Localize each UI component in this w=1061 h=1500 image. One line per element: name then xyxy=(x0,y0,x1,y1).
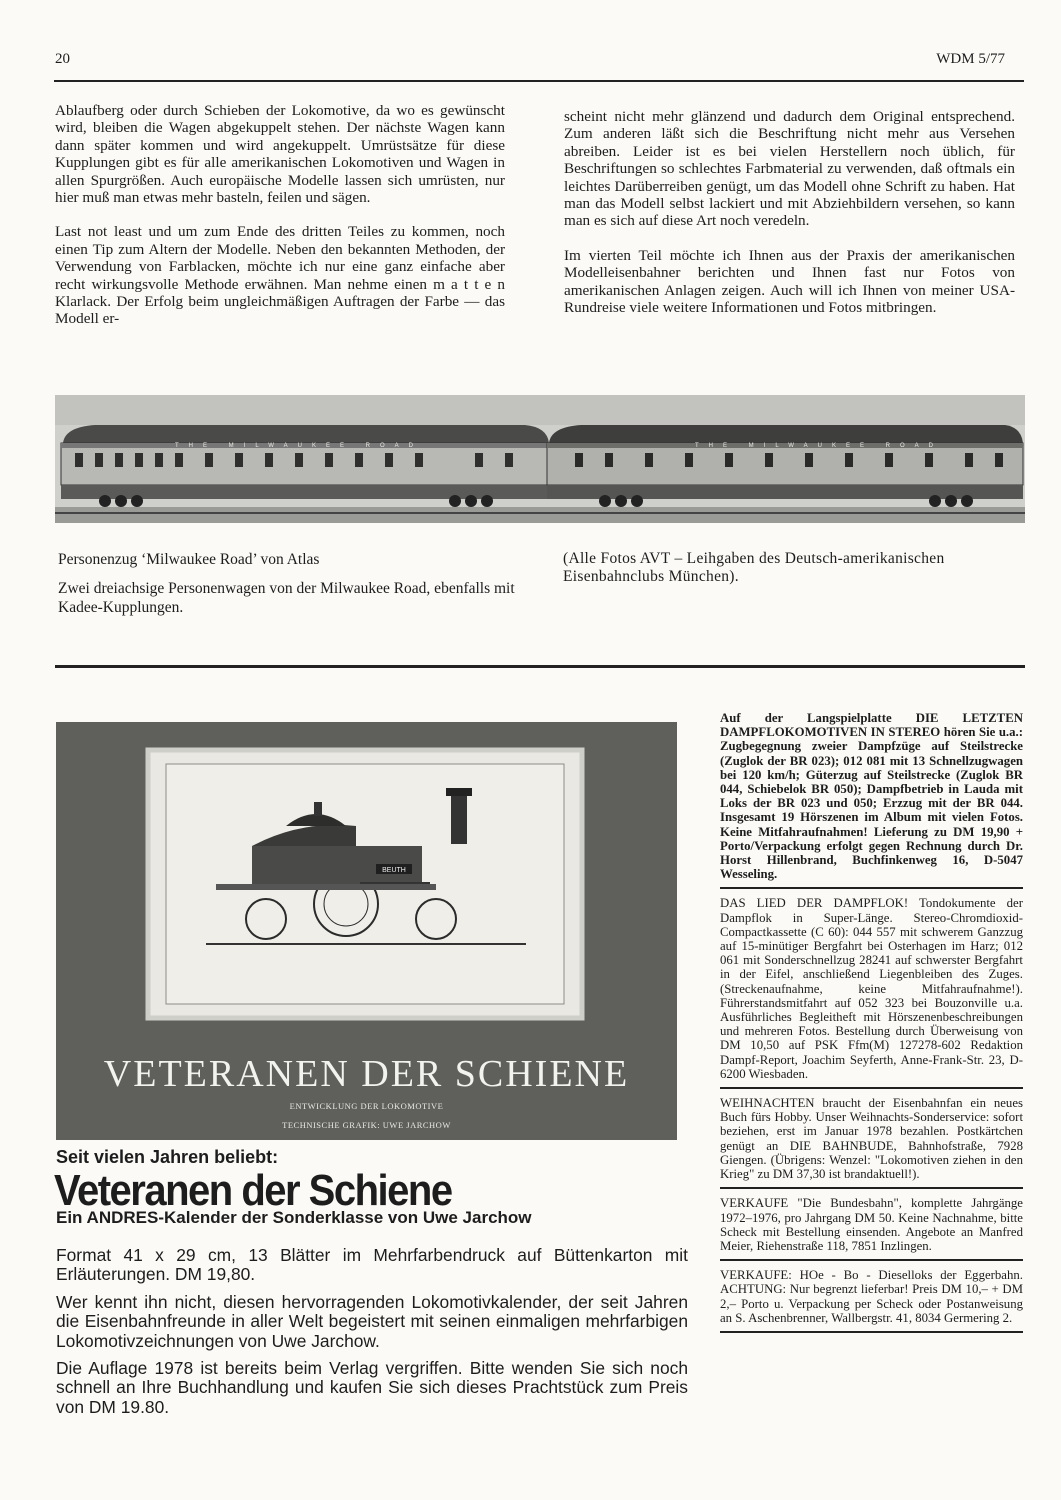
photo-credit: (Alle Fotos AVT – Leihgaben des Deutsch-amerikanischen Eisenbahnclubs München). xyxy=(563,550,945,585)
article-left-column xyxy=(55,102,505,345)
calendar-ad-paragraph: Wer kennt ihn nicht, diesen hervorragenden Lokomotivkalender, der seit Jahren die Eisenbahnfreunde in aller Welt begeistert mit seinen einmaligen mehrfarbigen Lokomotivzeichnungen von Uwe Jarchow. xyxy=(56,1291,688,1351)
classifieds-column xyxy=(720,711,1023,1340)
top-rule xyxy=(54,80,1024,82)
caption-title: Personenzug ‘Milwaukee Road’ von Atlas xyxy=(58,551,320,568)
photo-caption xyxy=(58,550,518,627)
car-lettering: THE MILWAUKEE ROAD xyxy=(175,443,424,449)
classified-ad xyxy=(720,1096,1023,1189)
calendar-ad-paragraph: Die Auflage 1978 ist bereits beim Verlag vergriffen. Bitte wenden Sie sich noch schnell an Ihre Buchhandlung und kaufen Sie sich dieses Prachtstück zum Preis von DM 19.80. xyxy=(56,1358,688,1417)
passenger-cars-illustration xyxy=(55,395,1025,523)
car-lettering: THE MILWAUKEE ROAD xyxy=(695,443,944,449)
article-paragraph: Last not least und um zum Ende des dritten Teiles zu kommen, noch einen Tip zum Altern der Modelle. Neben den bekannten Methoden, der Verwendung von Farblacken, möchte ich nur eine ganz einfache aber recht wirkungsvolle Methode erwähnen. Man nehme einen m a t t e n Klarlack. Der Erfolg beim ungleichmäßigen Auftragen der Farbe — das Modell er- xyxy=(55,223,505,328)
calendar-ad-paragraph: Format 41 x 29 cm, 13 Blätter im Mehrfarbendruck auf Büttenkarton mit Erläuterungen. DM 19,80. xyxy=(56,1245,688,1285)
classified-text: Auf der Langspielplatte DIE LETZTEN DAMPFLOKOMOTIVEN IN STEREO hören Sie u.a.: Zugbegegnung zweier Dampfzüge auf Steilstrecke (Zuglok der BR 023); 012 081 mit 13 Schnellzugwagen bei 120 km/h; Güterzug auf Steilstrecke (Zuglok BR 044, Schiebelok BR 050); Dampfbetrieb in Lauda mit Loks der BR 023 und 050; Erzzug mit der BR 044. Insgesamt 19 Hörszenen im Album mit vielen Fotos. Keine Mitfahraufnahmen! Lieferung zu DM 19,90 + Porto/Verpackung erfolgt gegen Rechnung durch Dr. Horst Hillenbrand, Buchfinkenweg 16, D-5047 Wesseling. xyxy=(720,711,1023,882)
classified-ad xyxy=(720,1196,1023,1261)
calendar-image-title: VETERANEN DER SCHIENE xyxy=(103,1053,630,1095)
classified-ad xyxy=(720,1268,1023,1333)
classified-ad xyxy=(720,711,1023,889)
calendar-ad-title: Veteranen der Schiene xyxy=(54,1167,452,1215)
section-rule xyxy=(55,665,1025,668)
article-paragraph: Im vierten Teil möchte ich Ihnen aus der Praxis der amerikanischen Modelleisenbahner berichten und Ihnen fast nur Fotos von amerikanischen Anlagen zeigen. Auch will ich Ihnen von meiner USA-Rundreise viele weitere Informationen und Fotos mitbringen. xyxy=(564,246,1015,317)
classified-text: WEIHNACHTEN braucht der Eisenbahnfan ein neues Buch fürs Hobby. Unser Weihnachts-Sonderservice: sofort beziehen, erst im Januar 1978 bezahlen. Postkärtchen genügt an DIE BAHNBUDE, Bahnhofstraße, 7928 Giengen. (Übrigens: Wenzel: "Lokomotiven ziehen in den Krieg" zu DM 37,30 ist brandaktuell!). xyxy=(720,1096,1023,1182)
article-right-column xyxy=(564,108,1015,333)
issue-label: WDM 5/77 xyxy=(936,51,1005,67)
calendar-image-subtitle: ENTWICKLUNG DER LOKOMOTIVE xyxy=(289,1101,444,1111)
classified-text: VERKAUFE "Die Bundesbahn", komplette Jahrgänge 1972–1976, pro Jahrgang DM 50. Keine Nachnahme, bitte Scheck mit Bestellung einsenden. Angebote an Manfred Meier, Riehenstraße 118, 7851 Inzlingen. xyxy=(720,1196,1023,1253)
article-paragraph: Ablaufberg oder durch Schieben der Lokomotive, da wo es gewünscht wird, bleiben die Wagen abgekuppelt stehen. Der nächste Wagen kann dann später kommen und wird angekuppelt. Umrüstsätze für diese Kupplungen gibt es für alle amerikanischen Lokomotiven und Wagen in allen Spurgrößen. Auch europäische Modelle lassen sich umrüsten, nur hier muß man etwas mehr basteln, feilen und sägen. xyxy=(55,102,505,207)
locomotive-nameplate: BEUTH xyxy=(382,867,406,874)
calendar-image-credit: TECHNISCHE GRAFIK: UWE JARCHOW xyxy=(282,1120,451,1130)
calendar-ad-pretitle: Seit vielen Jahren beliebt: xyxy=(56,1147,279,1167)
calendar-ad-body xyxy=(56,1246,688,1425)
classified-ad xyxy=(720,896,1023,1089)
classified-text: DAS LIED DER DAMPFLOK! Tondokumente der Dampflok in Super-Länge. Stereo-Chromdioxid-Compactkassette (C 60): 044 557 mit schwerem Ganzzug auf 15-minütiger Bergfahrt bei Osterhagen im Harz; 012 061 mit Sonderschnellzug 28241 auf schwerster Bergfahrt in der Eifel, anschließend Liegenbleiben des Zuges. (Streckenaufnahme, keine Mitfahraufnahme!). Führerstandsmitfahrt auf 052 323 bei Bouzonville u.a. Ausführliches Begleitheft mit Hörszenenbeschreibungen und mehreren Fotos. Bestellung durch Überweisung von DM 10,50 auf PSK Ffm(M) 127278-602 Redaktion Dampf-Report, Joachim Seyferth, Anne-Frank-Str. 23, D-6200 Wiesbaden. xyxy=(720,896,1023,1081)
page-number: 20 xyxy=(55,51,70,67)
caption-description: Zwei dreiachsige Personenwagen von der Milwaukee Road, ebenfalls mit Kadee-Kupplungen. xyxy=(58,580,515,616)
article-paragraph: scheint nicht mehr glänzend und dadurch dem Original entsprechend. Zum anderen läßt sich die Beschriftung nicht mehr aus Versehen abreiben. Leider ist es bei vielen Herstellern noch üblich, für Beschriftungen so schlechtes Farbmaterial zu verwenden, daß oftmals ein leichtes Darüberreiben genügt, um das Modell ohne Schrift zu haben. Hat man das Modell selbst lackiert und mit Abziehbildern versehen, so kann man es sich auf diese Art noch veredeln. xyxy=(564,108,1015,230)
train-photo xyxy=(55,395,1025,523)
calendar-ad-subtitle: Ein ANDRES-Kalender der Sonderklasse von Uwe Jarchow xyxy=(56,1208,532,1227)
classified-text: VERKAUFE: HOe - Bo - Dieselloks der Eggerbahn. ACHTUNG: Nur begrenzt lieferbar! Preis DM 10,– + DM 2,– Porto u. Verpackung per Scheck oder Postanweisung an S. Aschenbrenner, Wallbergstr. 41, 8034 Germering 2. xyxy=(720,1268,1023,1325)
